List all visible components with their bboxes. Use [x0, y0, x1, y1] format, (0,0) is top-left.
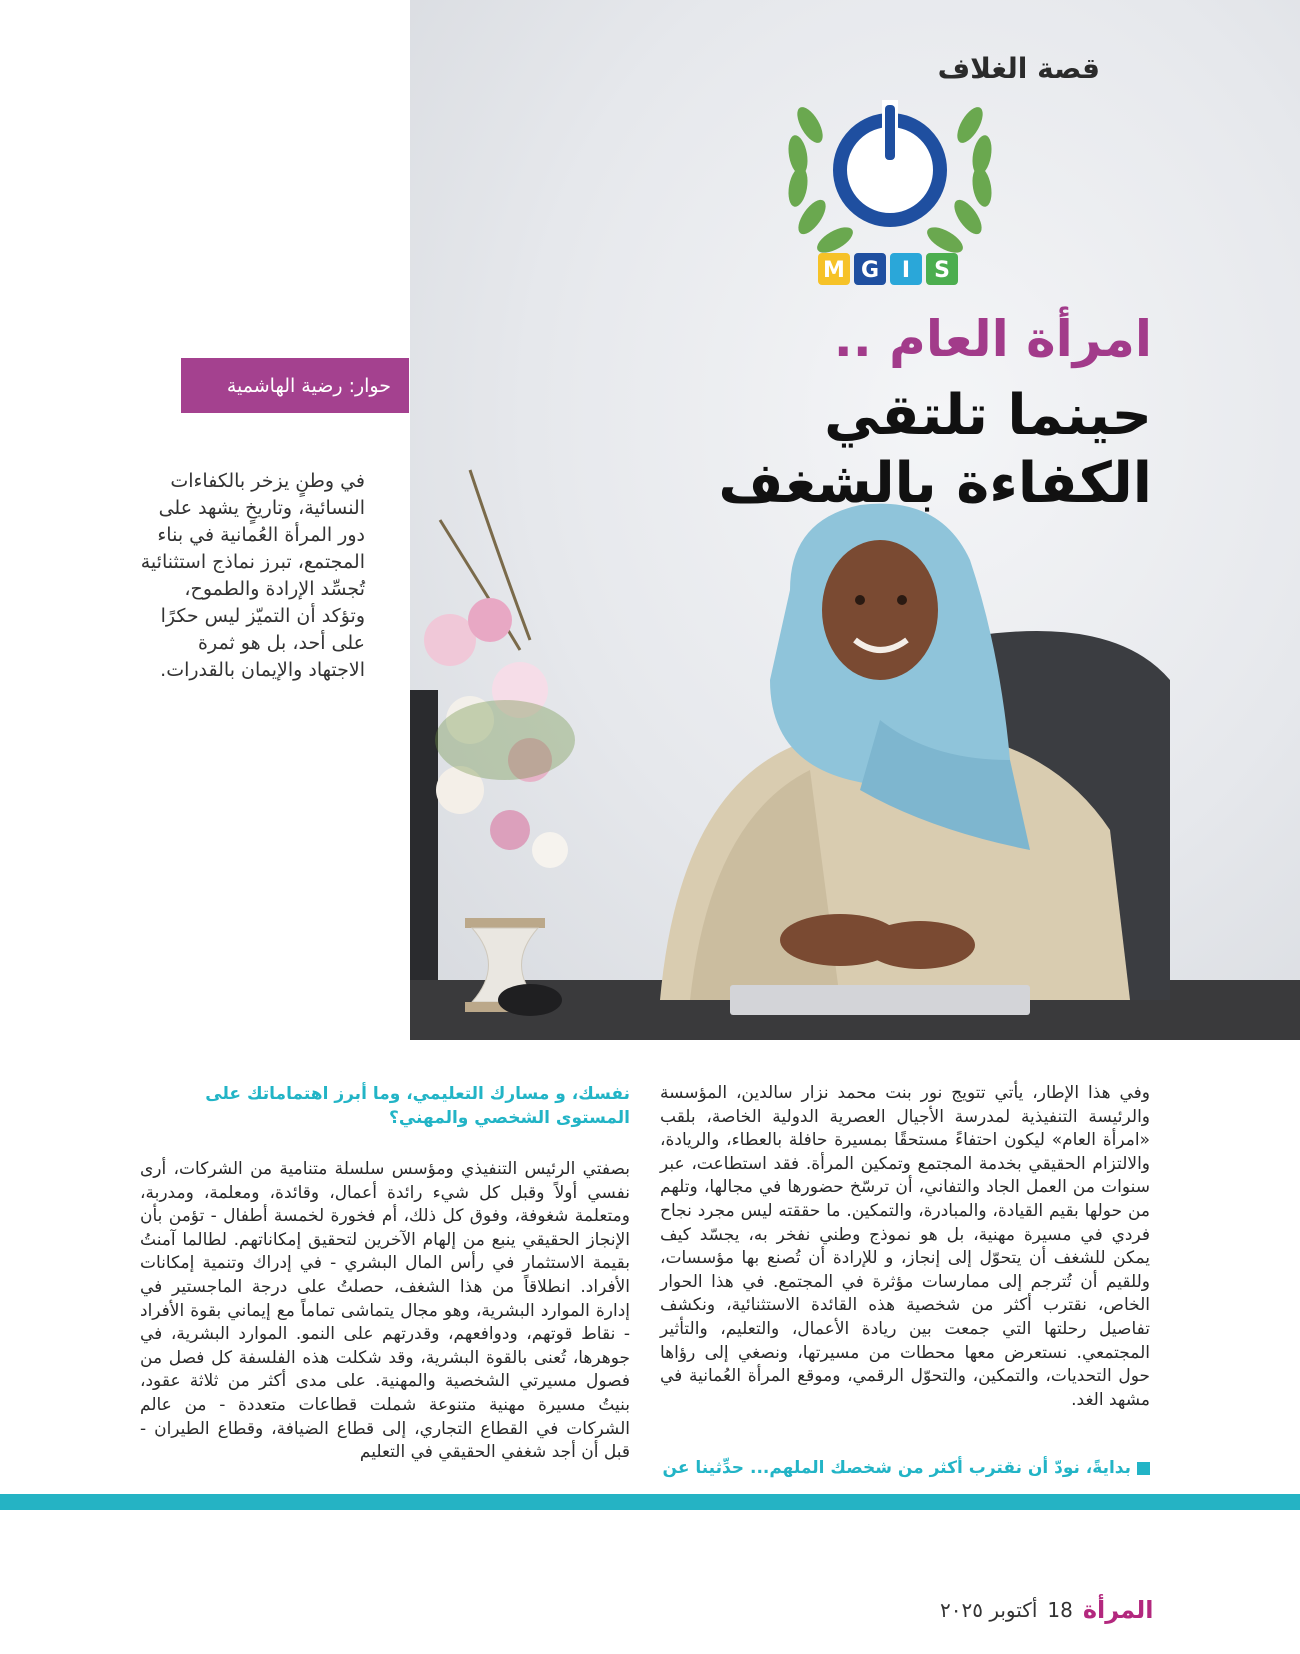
intro-paragraph: في وطنٍ يزخر بالكفاءات النسائية، وتاريخٍ يشهد على دور المرأة العُمانية في بناء المجتمع، تبرز نماذج استثنائية تُجسِّد الإرادة والطموح، وتؤكد أن التميّز ليس حكرًا على أحد، بل هو ثمرة الاجتهاد والإيمان بالقدرات. [140, 470, 365, 681]
headline-line-2: حينما تلتقي [824, 383, 1152, 448]
square-bullet-icon [1137, 1462, 1150, 1475]
section-label: قصة الغلاف [937, 52, 1100, 85]
flower-arrangement [424, 470, 575, 868]
byline-text: حوار: رضية الهاشمية [226, 374, 391, 397]
question-text-right: بدايةً، نودّ أن نقترب أكثر من شخصك الملهم... حدِّثينا عن [662, 1458, 1131, 1478]
magazine-name: المرأة [1082, 1596, 1154, 1624]
body-column-right: وفي هذا الإطار، يأتي تتويج نور بنت محمد نزار سالدين، المؤسسة والرئيسة التنفيذية لمدرسة الأجيال العصرية الدولية الخاصة، بلقب «امرأة العام» ليكون احتفاءً مستحقًا بمسيرة حافلة بالعطاء، والريادة، والالتزام الحقيقي بخدمة المجتمع وتمكين المرأة. فقد استطاعت، عبر سنوات من العمل الجاد والتفاني، أن ترسّخ حضورها في مجالها، وتلهم من حولها بقيم القيادة، والمبادرة، والتمكين. ما حققته ليس مجرد نجاح فردي في مسيرة مهنية، بل هو نموذج وطني نفخر به، يجسّد كيف يمكن للشغف أن يتحوّل إلى إنجاز، و للإرادة أن تُصنع بها مؤسسات، وللقيم أن تُترجم إلى ممارسات مؤثرة في المجتمع. في هذا الحوار الخاص، نقترب أكثر من شخصية هذه القائدة الاستثنائية، ونكشف تفاصيل رحلتها التي جمعت بين ريادة الأعمال، والتعليم، والتأثير المجتمعي. نستعرض معها محطات من مسيرتها، ونصغي إلى رؤاها حول التحديات، والتمكين، والتحوّل الرقمي، وموقع المرأة العُمانية في مشهد الغد. [660, 1083, 1150, 1410]
issue-date: أكتوبر ٢٠٢٥ [940, 1598, 1038, 1622]
page-footer [940, 1596, 1153, 1624]
svg-text:I: I [901, 258, 911, 283]
question-left: نفسك، و مسارك التعليمي، وما أبرز اهتماماتك على المستوى الشخصي والمهني؟ [205, 1084, 630, 1128]
headline-line-3: الكفاءة بالشغف [718, 451, 1152, 516]
headline-line-1: امرأة العام .. [833, 310, 1152, 368]
svg-text:S: S [934, 258, 950, 283]
mgis-logo [780, 55, 1000, 290]
page-number: 18 [1047, 1598, 1073, 1622]
question-right [660, 1456, 1150, 1480]
body-column-left: بصفتي الرئيس التنفيذي ومؤسس سلسلة متنامية من الشركات، أرى نفسي أولاً وقبل كل شيء رائدة أعمال، وقائدة، ومعلمة، ومدربة، ومتعلمة شغوفة، وفوق كل ذلك، أم فخورة لخمسة أطفال - تؤمن بأن الإنجاز الحقيقي ينبع من إلهام الآخرين لتحقيق إمكاناتهم. لطالما آمنتُ بقيمة الاستثمار في رأس المال البشري - في إدراك وتنمية إمكانات الأفراد. انطلاقاً من هذا الشغف، حصلتُ على درجة الماجستير في إدارة الموارد البشرية، وهو مجال يتماشى تماماً مع إيماني بقوة الأفراد - نقاط قوتهم، ودوافعهم، وقدرتهم على النمو. الموارد البشرية، في جوهرها، تُعنى بالقوة البشرية، وقد شكلت هذه الفلسفة كل فصل من فصول مسيرتي الشخصية والمهنية. على مدى أكثر من ثلاثة عقود، بنيتُ مسيرة مهنية متنوعة شملت قطاعات متعددة - من عالم الشركات في القطاع التجاري، إلى قطاع الضيافة، وقطاع الطيران - قبل أن أجد شغفي الحقيقي في التعليم [140, 1159, 630, 1463]
headline-main [552, 382, 1152, 518]
svg-text:G: G [860, 258, 880, 283]
byline-banner [181, 358, 409, 413]
svg-text:M: M [823, 258, 845, 283]
footer-rule [0, 1494, 1300, 1510]
